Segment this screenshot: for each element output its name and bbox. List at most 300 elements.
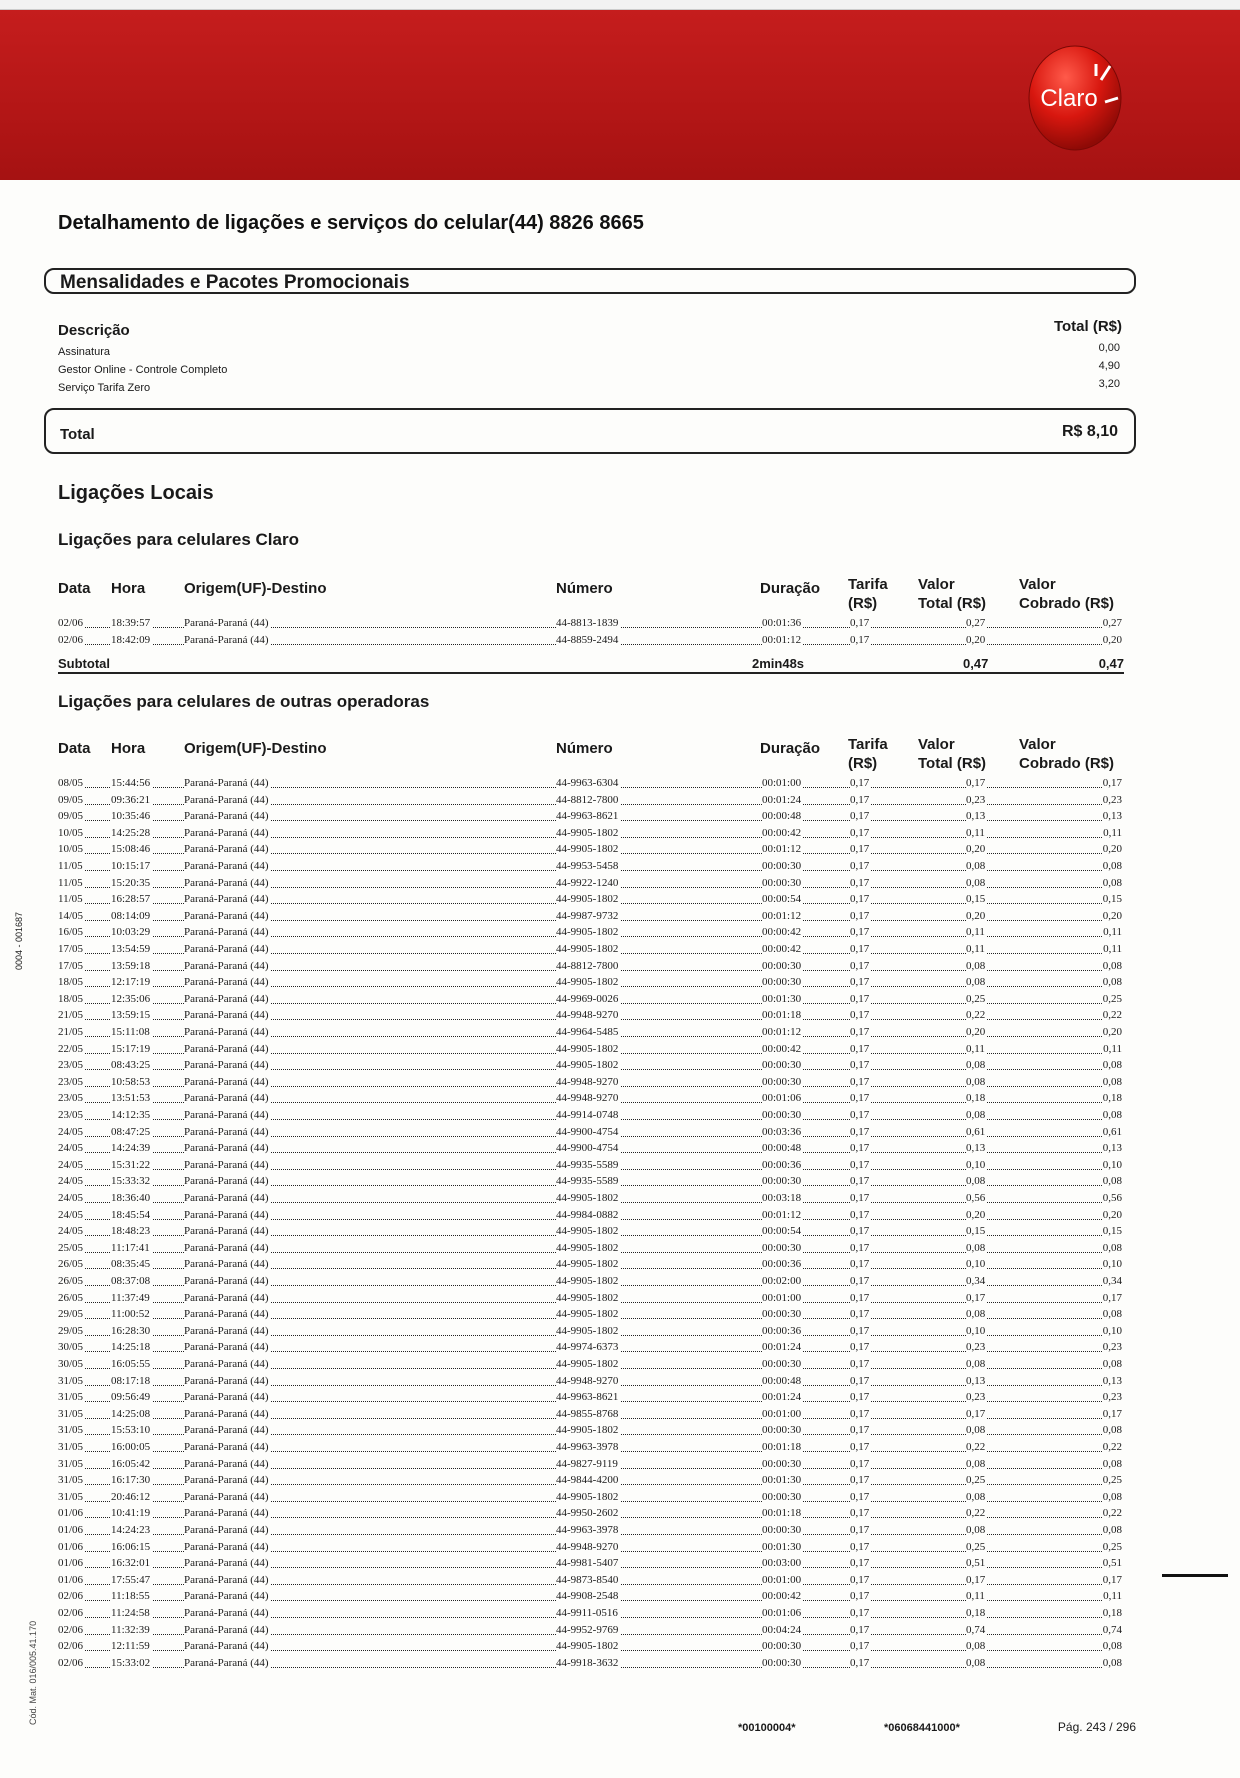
call-rate: 0,17 [850, 633, 870, 646]
call-duration: 00:00:30 [762, 1457, 802, 1470]
call-date: 02/06 [58, 633, 84, 646]
call-duration: 00:00:36 [762, 1158, 802, 1171]
call-date: 18/05 [58, 992, 84, 1005]
call-total: 0,20 [966, 633, 986, 646]
call-time: 15:44:56 [111, 777, 151, 789]
col-valor-total: Valor [918, 576, 955, 593]
call-number: 44-9905-1802 [556, 843, 619, 856]
call-charged: 0,20 [1102, 909, 1122, 922]
call-charged: 0,18 [1102, 1607, 1122, 1619]
call-rate: 0,17 [850, 826, 870, 839]
call-date: 01/06 [58, 1557, 84, 1570]
call-row [58, 1637, 1124, 1654]
call-date: 24/05 [58, 1225, 84, 1238]
call-origin: Paraná-Paraná (44) [184, 1573, 269, 1586]
call-row [58, 631, 1124, 648]
call-rate: 0,17 [850, 1407, 870, 1420]
call-charged: 0,51 [1102, 1557, 1122, 1570]
call-date: 01/06 [58, 1540, 84, 1553]
call-total: 0,22 [966, 1009, 986, 1022]
call-row [58, 990, 1124, 1007]
call-charged: 0,08 [1102, 1457, 1122, 1470]
call-number: 44-9948-9270 [556, 1540, 619, 1553]
call-total: 0,23 [966, 1391, 986, 1404]
call-time: 15:11:08 [111, 1026, 150, 1038]
call-charged: 0,23 [1102, 1341, 1122, 1354]
col-duracao: Duração [760, 580, 821, 597]
call-origin: Paraná-Paraná (44) [184, 1441, 269, 1453]
call-number: 44-9918-3632 [556, 1656, 619, 1669]
call-duration: 00:01:30 [762, 1474, 802, 1487]
call-total: 0,17 [966, 1291, 986, 1304]
call-number: 44-9900-4754 [556, 1142, 619, 1155]
call-number: 44-9948-9270 [556, 1092, 619, 1105]
call-row [58, 840, 1124, 857]
call-number: 44-9905-1802 [556, 1490, 619, 1503]
call-row [58, 824, 1124, 841]
call-charged: 0,11 [1103, 926, 1122, 939]
call-time: 16:00:05 [111, 1441, 151, 1453]
call-origin: Paraná-Paraná (44) [184, 777, 269, 789]
mensalidades-section-box [44, 268, 1136, 294]
call-row [58, 1554, 1124, 1571]
call-total: 0,08 [966, 1524, 986, 1536]
call-origin: Paraná-Paraná (44) [184, 1507, 269, 1520]
call-rate: 0,17 [850, 1208, 870, 1221]
call-time: 08:47:25 [111, 1125, 151, 1138]
call-date: 02/06 [58, 1607, 84, 1619]
call-date: 30/05 [58, 1341, 84, 1354]
call-rate: 0,17 [850, 1557, 870, 1570]
call-rate: 0,17 [850, 777, 870, 789]
call-origin: Paraná-Paraná (44) [184, 959, 269, 972]
col-origem: Origem(UF)-Destino [184, 580, 327, 597]
call-date: 26/05 [58, 1258, 84, 1271]
call-rate: 0,17 [850, 1324, 870, 1337]
call-number: 44-9905-1802 [556, 1241, 619, 1254]
brand-text: Claro [1040, 85, 1098, 112]
call-number: 44-9905-1802 [556, 1258, 619, 1271]
call-number: 44-9905-1802 [556, 1275, 619, 1287]
call-time: 16:28:30 [111, 1324, 151, 1337]
call-origin: Paraná-Paraná (44) [184, 926, 269, 939]
call-time: 15:20:35 [111, 876, 151, 889]
call-date: 31/05 [58, 1441, 84, 1453]
page-number: Pág. 243 / 296 [1057, 1720, 1136, 1734]
call-total: 0,10 [966, 1158, 986, 1171]
call-row [58, 1604, 1124, 1621]
call-date: 02/06 [58, 1656, 84, 1669]
call-origin: Paraná-Paraná (44) [184, 1457, 269, 1470]
call-total: 0,20 [966, 909, 986, 922]
col-valor-total-unit: Total (R$) [918, 755, 987, 772]
call-rate: 0,17 [850, 1474, 870, 1487]
call-date: 31/05 [58, 1391, 84, 1404]
call-origin: Paraná-Paraná (44) [184, 1656, 269, 1669]
call-row [58, 1040, 1124, 1057]
call-origin: Paraná-Paraná (44) [184, 1192, 269, 1204]
call-number: 44-9905-1802 [556, 1308, 619, 1321]
total-value: R$ 8,10 [1061, 423, 1118, 440]
call-date: 23/05 [58, 1059, 84, 1072]
call-date: 02/06 [58, 1623, 84, 1636]
col-valor-cobrado: Valor [1019, 736, 1056, 753]
call-duration: 00:01:12 [762, 633, 802, 646]
call-origin: Paraná-Paraná (44) [184, 1275, 269, 1287]
call-total: 0,08 [966, 1457, 986, 1470]
call-time: 09:36:21 [111, 793, 151, 806]
call-date: 02/06 [58, 617, 84, 629]
call-total: 0,23 [966, 793, 986, 806]
call-origin: Paraná-Paraná (44) [184, 976, 269, 989]
call-charged: 0,11 [1103, 943, 1122, 955]
call-duration: 00:01:00 [762, 1407, 802, 1420]
call-number: 44-9922-1240 [556, 876, 619, 889]
call-charged: 0,08 [1102, 1424, 1122, 1437]
total-box [44, 408, 1136, 454]
call-duration: 00:00:30 [762, 1656, 802, 1669]
call-duration: 00:00:48 [762, 1374, 802, 1387]
call-number: 44-9969-0026 [556, 992, 619, 1005]
call-date: 16/05 [58, 926, 84, 939]
call-time: 16:28:57 [111, 893, 151, 906]
call-time: 16:05:55 [111, 1358, 151, 1370]
call-origin: Paraná-Paraná (44) [184, 1175, 269, 1188]
call-row [58, 1504, 1124, 1521]
call-charged: 0,11 [1103, 1590, 1122, 1603]
call-rate: 0,17 [850, 909, 870, 922]
col-duracao: Duração [760, 740, 821, 757]
call-date: 01/06 [58, 1507, 84, 1520]
edge-mark [1162, 1574, 1228, 1577]
call-charged: 0,08 [1102, 1075, 1122, 1088]
call-duration: 00:02:00 [762, 1275, 802, 1287]
call-number: 44-9905-1802 [556, 1291, 619, 1304]
call-charged: 0,08 [1102, 1524, 1122, 1536]
call-origin: Paraná-Paraná (44) [184, 1291, 269, 1304]
call-date: 09/05 [58, 793, 84, 806]
call-duration: 00:01:24 [762, 1391, 802, 1404]
call-date: 09/05 [58, 810, 84, 823]
call-row [58, 1355, 1124, 1372]
call-origin: Paraná-Paraná (44) [184, 1092, 269, 1105]
call-rate: 0,17 [850, 1640, 870, 1653]
call-number: 44-9952-9769 [556, 1623, 619, 1636]
call-origin: Paraná-Paraná (44) [184, 1490, 269, 1503]
call-date: 24/05 [58, 1158, 84, 1171]
call-time: 10:35:46 [111, 810, 151, 823]
call-total: 0,61 [966, 1125, 986, 1138]
call-row [58, 1538, 1124, 1555]
call-total: 0,20 [966, 843, 986, 856]
call-charged: 0,08 [1102, 1109, 1122, 1121]
call-row [58, 1587, 1124, 1604]
call-duration: 00:00:42 [762, 926, 802, 939]
col-data: Data [58, 580, 91, 597]
call-number: 44-9914-0748 [556, 1109, 619, 1121]
claro-calls-heading: Ligações para celulares Claro [58, 530, 299, 549]
call-row [58, 1521, 1124, 1538]
call-row [58, 1255, 1124, 1272]
call-rate: 0,17 [850, 1490, 870, 1503]
call-time: 13:59:15 [111, 1009, 151, 1022]
call-rate: 0,17 [850, 1026, 870, 1038]
call-row [58, 1006, 1124, 1023]
call-duration: 00:00:36 [762, 1324, 802, 1337]
call-total: 0,13 [966, 1374, 986, 1387]
call-rate: 0,17 [850, 1374, 870, 1387]
description-header: Descrição [58, 322, 130, 339]
call-number: 44-8859-2494 [556, 633, 619, 646]
call-origin: Paraná-Paraná (44) [184, 1109, 269, 1121]
call-charged: 0,08 [1102, 1241, 1122, 1254]
call-charged: 0,08 [1102, 1490, 1122, 1503]
call-time: 16:32:01 [111, 1557, 151, 1570]
col-tarifa: Tarifa [848, 576, 888, 593]
call-date: 26/05 [58, 1291, 84, 1304]
call-row [58, 1272, 1124, 1289]
call-rate: 0,17 [850, 992, 870, 1005]
call-rate: 0,17 [850, 1341, 870, 1354]
call-row [58, 1089, 1124, 1106]
call-duration: 00:00:30 [762, 1075, 802, 1088]
call-charged: 0,20 [1102, 633, 1122, 646]
call-row [58, 874, 1124, 891]
call-time: 13:51:53 [111, 1092, 151, 1105]
call-total: 0,27 [966, 617, 986, 629]
call-charged: 0,25 [1102, 1540, 1122, 1553]
call-origin: Paraná-Paraná (44) [184, 1623, 269, 1636]
call-number: 44-9948-9270 [556, 1374, 619, 1387]
call-time: 15:53:10 [111, 1424, 151, 1437]
call-date: 31/05 [58, 1424, 84, 1437]
call-duration: 00:01:24 [762, 1341, 802, 1354]
call-rate: 0,17 [850, 1092, 870, 1105]
call-rate: 0,17 [850, 1457, 870, 1470]
col-numero: Número [556, 740, 613, 757]
call-origin: Paraná-Paraná (44) [184, 1158, 269, 1171]
call-time: 11:18:55 [111, 1590, 150, 1603]
call-total: 0,25 [966, 1474, 986, 1487]
call-number: 44-9905-1802 [556, 1640, 619, 1653]
call-row [58, 1388, 1124, 1405]
call-origin: Paraná-Paraná (44) [184, 843, 269, 856]
col-data: Data [58, 740, 91, 757]
call-time: 14:24:23 [111, 1524, 151, 1536]
call-date: 31/05 [58, 1374, 84, 1387]
call-time: 11:37:49 [111, 1291, 150, 1304]
call-date: 31/05 [58, 1490, 84, 1503]
document-title: Detalhamento de ligações e serviços do celular(44) 8826 8665 [58, 212, 644, 234]
call-time: 17:55:47 [111, 1573, 151, 1586]
call-total: 0,17 [966, 1573, 986, 1586]
call-total: 0,18 [966, 1607, 986, 1619]
barcode-number-2: *06068441000* [884, 1722, 960, 1734]
call-number: 44-9963-3978 [556, 1524, 619, 1536]
call-total: 0,08 [966, 1109, 986, 1121]
call-duration: 00:01:00 [762, 1291, 802, 1304]
call-number: 44-8812-7800 [556, 793, 619, 806]
call-row [58, 614, 1124, 631]
call-charged: 0,18 [1102, 1092, 1122, 1105]
call-origin: Paraná-Paraná (44) [184, 1258, 269, 1271]
call-row [58, 1222, 1124, 1239]
call-number: 44-9948-9270 [556, 1009, 619, 1022]
call-duration: 00:01:18 [762, 1009, 802, 1022]
call-total: 0,11 [966, 826, 985, 839]
call-charged: 0,08 [1102, 860, 1122, 872]
call-row [58, 1405, 1124, 1422]
call-duration: 00:01:06 [762, 1607, 802, 1619]
call-total: 0,25 [966, 992, 986, 1005]
call-number: 44-9974-6373 [556, 1341, 619, 1354]
call-charged: 0,17 [1102, 1407, 1122, 1420]
call-origin: Paraná-Paraná (44) [184, 826, 269, 839]
call-origin: Paraná-Paraná (44) [184, 793, 269, 806]
subtotal-duration: 2min48s [752, 656, 805, 671]
call-origin: Paraná-Paraná (44) [184, 1026, 269, 1038]
call-rate: 0,17 [850, 1507, 870, 1520]
call-charged: 0,74 [1102, 1623, 1122, 1636]
call-time: 18:42:09 [111, 633, 151, 646]
call-total: 0,22 [966, 1507, 986, 1520]
call-total: 0,08 [966, 876, 986, 889]
call-origin: Paraná-Paraná (44) [184, 1391, 269, 1404]
call-duration: 00:01:00 [762, 777, 802, 789]
call-origin: Paraná-Paraná (44) [184, 1042, 269, 1055]
col-valor-cobrado-unit: Cobrado (R$) [1019, 595, 1114, 612]
call-rate: 0,17 [850, 876, 870, 889]
call-date: 11/05 [58, 893, 83, 906]
call-rate: 0,17 [850, 1009, 870, 1022]
subtotal-total: 0,47 [963, 656, 989, 671]
call-time: 10:41:19 [111, 1507, 151, 1520]
call-origin: Paraná-Paraná (44) [184, 1241, 269, 1254]
call-duration: 00:00:48 [762, 810, 802, 823]
call-duration: 00:01:30 [762, 1540, 802, 1553]
call-charged: 0,23 [1102, 1391, 1122, 1404]
call-duration: 00:00:30 [762, 959, 802, 972]
call-date: 25/05 [58, 1241, 84, 1254]
col-origem: Origem(UF)-Destino [184, 740, 327, 757]
call-total: 0,10 [966, 1324, 986, 1337]
call-number: 44-8812-7800 [556, 959, 619, 972]
call-rate: 0,17 [850, 1059, 870, 1072]
call-rate: 0,17 [850, 1441, 870, 1453]
call-row [58, 1106, 1124, 1123]
call-charged: 0,13 [1102, 810, 1122, 823]
call-charged: 0,23 [1102, 793, 1122, 806]
call-date: 29/05 [58, 1308, 84, 1321]
call-number: 44-9827-9119 [556, 1457, 618, 1470]
call-date: 30/05 [58, 1358, 84, 1370]
call-date: 08/05 [58, 777, 84, 789]
call-row [58, 1189, 1124, 1206]
call-duration: 00:00:42 [762, 1042, 802, 1055]
call-time: 11:00:52 [111, 1308, 150, 1321]
call-number: 44-9905-1802 [556, 1358, 619, 1370]
call-charged: 0,08 [1102, 1358, 1122, 1370]
call-date: 24/05 [58, 1125, 84, 1138]
call-row [58, 1289, 1124, 1306]
call-number: 44-9963-8621 [556, 810, 619, 823]
call-total: 0,08 [966, 1490, 986, 1503]
call-rate: 0,17 [850, 810, 870, 823]
section-title: Mensalidades e Pacotes Promocionais [60, 272, 410, 293]
call-origin: Paraná-Paraná (44) [184, 893, 269, 906]
call-total: 0,17 [966, 777, 986, 789]
call-duration: 00:00:30 [762, 1059, 802, 1072]
call-time: 18:45:54 [111, 1208, 151, 1221]
call-total: 0,20 [966, 1026, 986, 1038]
call-origin: Paraná-Paraná (44) [184, 1208, 269, 1221]
call-date: 01/06 [58, 1524, 84, 1536]
side-material-code: Cód. Mat. 016/005.41.170 [28, 1620, 38, 1725]
call-rate: 0,17 [850, 1291, 870, 1304]
call-duration: 00:00:30 [762, 976, 802, 989]
call-number: 44-9981-5407 [556, 1557, 619, 1570]
call-rate: 0,17 [850, 1590, 870, 1603]
call-origin: Paraná-Paraná (44) [184, 1407, 269, 1420]
col-numero: Número [556, 580, 613, 597]
call-total: 0,11 [966, 1042, 985, 1055]
call-total: 0,74 [966, 1623, 986, 1636]
call-charged: 0,13 [1102, 1142, 1122, 1155]
call-rate: 0,17 [850, 943, 870, 955]
call-duration: 00:00:30 [762, 1640, 802, 1653]
call-total: 0,11 [966, 943, 985, 955]
call-time: 20:46:12 [111, 1490, 151, 1503]
call-total: 0,23 [966, 1341, 986, 1354]
call-origin: Paraná-Paraná (44) [184, 992, 269, 1005]
call-charged: 0,11 [1103, 1042, 1122, 1055]
call-rate: 0,17 [850, 959, 870, 972]
call-total: 0,51 [966, 1557, 986, 1570]
call-time: 18:48:23 [111, 1225, 151, 1238]
call-date: 14/05 [58, 909, 84, 922]
call-date: 31/05 [58, 1407, 84, 1420]
call-row [58, 890, 1124, 907]
call-number: 44-9963-8621 [556, 1391, 619, 1404]
call-origin: Paraná-Paraná (44) [184, 1308, 269, 1321]
call-origin: Paraná-Paraná (44) [184, 617, 269, 629]
call-duration: 00:01:36 [762, 617, 802, 629]
call-rate: 0,17 [850, 1225, 870, 1238]
call-row [58, 1056, 1124, 1073]
call-number: 44-9935-5589 [556, 1158, 619, 1171]
call-total: 0,22 [966, 1441, 986, 1453]
call-origin: Paraná-Paraná (44) [184, 1374, 269, 1387]
call-rate: 0,17 [850, 1391, 870, 1404]
call-total: 0,08 [966, 1059, 986, 1072]
call-total: 0,08 [966, 1640, 986, 1653]
call-date: 24/05 [58, 1192, 84, 1204]
call-charged: 0,08 [1102, 1175, 1122, 1188]
call-number: 44-9935-5589 [556, 1175, 619, 1188]
call-number: 44-9905-1802 [556, 826, 619, 839]
call-date: 10/05 [58, 826, 84, 839]
call-duration: 00:01:00 [762, 1573, 802, 1586]
service-value: 4,90 [1098, 360, 1120, 372]
call-time: 12:35:06 [111, 992, 151, 1005]
call-duration: 00:00:30 [762, 1308, 802, 1321]
call-time: 14:12:35 [111, 1109, 151, 1121]
call-duration: 00:00:30 [762, 860, 802, 872]
call-row [58, 1571, 1124, 1588]
subtotal-row [58, 654, 1124, 674]
call-charged: 0,20 [1102, 1208, 1122, 1221]
call-date: 31/05 [58, 1474, 84, 1487]
